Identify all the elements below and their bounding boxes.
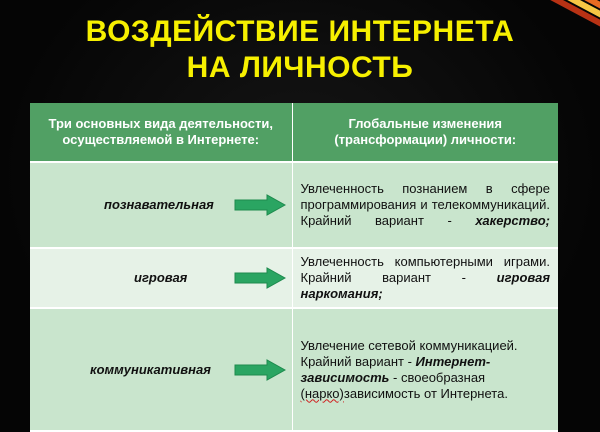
- effect-cell: [292, 248, 558, 308]
- table-row: [30, 162, 558, 248]
- content-table: [30, 103, 558, 432]
- effect-emphasis: хакерство: [475, 213, 546, 228]
- activity-label-communicative: коммуникативная: [90, 361, 211, 377]
- content-table-wrapper: [30, 103, 558, 412]
- header-activities: Три основных вида деятельности, осуществляемой в Интернете:: [30, 103, 292, 162]
- arrow-right-icon: [234, 359, 286, 381]
- effect-tail: ;: [545, 213, 550, 228]
- slide-title-line-2: НА ЛИЧНОСТЬ: [186, 51, 414, 84]
- activity-cell: [30, 308, 292, 431]
- table-header-row: [30, 103, 558, 162]
- effect-cell: [292, 162, 558, 248]
- slide-title-line-1: ВОЗДЕЙСТВИЕ ИНТЕРНЕТА: [85, 15, 515, 48]
- effect-text: Увлеченность познанием в сфере программирования и телекоммуникаций. Крайний вариант -: [300, 181, 550, 228]
- header-transformations: Глобальные изменения (трансформации) личности:: [292, 103, 558, 162]
- effect-tail-2: зависимость от Интернета.: [343, 385, 508, 401]
- effect-emphasis: Интернет-зависимость: [300, 353, 491, 385]
- effect-text-gaming: [301, 254, 551, 302]
- activity-label-cognitive: познавательная: [104, 197, 214, 212]
- effect-text: Увлеченность компьютерными играми. Крайний вариант -: [300, 254, 550, 285]
- arrow-right-icon: [234, 194, 286, 216]
- arrow-right-icon: [234, 267, 286, 289]
- activity-cell: [30, 162, 292, 248]
- effect-text: Увлечение сетевой коммуникацией. Крайний вариант -: [300, 337, 518, 369]
- effect-spellcheck-mark: (нарко): [300, 385, 344, 401]
- activity-label-gaming: игровая: [134, 270, 188, 285]
- effect-emphasis: игровая наркомания: [300, 270, 550, 301]
- table-row: [30, 248, 558, 308]
- table-row: [30, 308, 558, 431]
- effect-text-cognitive: [301, 181, 551, 229]
- effect-tail: ;: [378, 286, 383, 301]
- effect-tail: - своеобразная: [393, 369, 486, 385]
- activity-cell: [30, 248, 292, 308]
- slide-title: [40, 14, 560, 86]
- effect-cell: [292, 308, 558, 431]
- effect-text-communicative: [301, 338, 551, 402]
